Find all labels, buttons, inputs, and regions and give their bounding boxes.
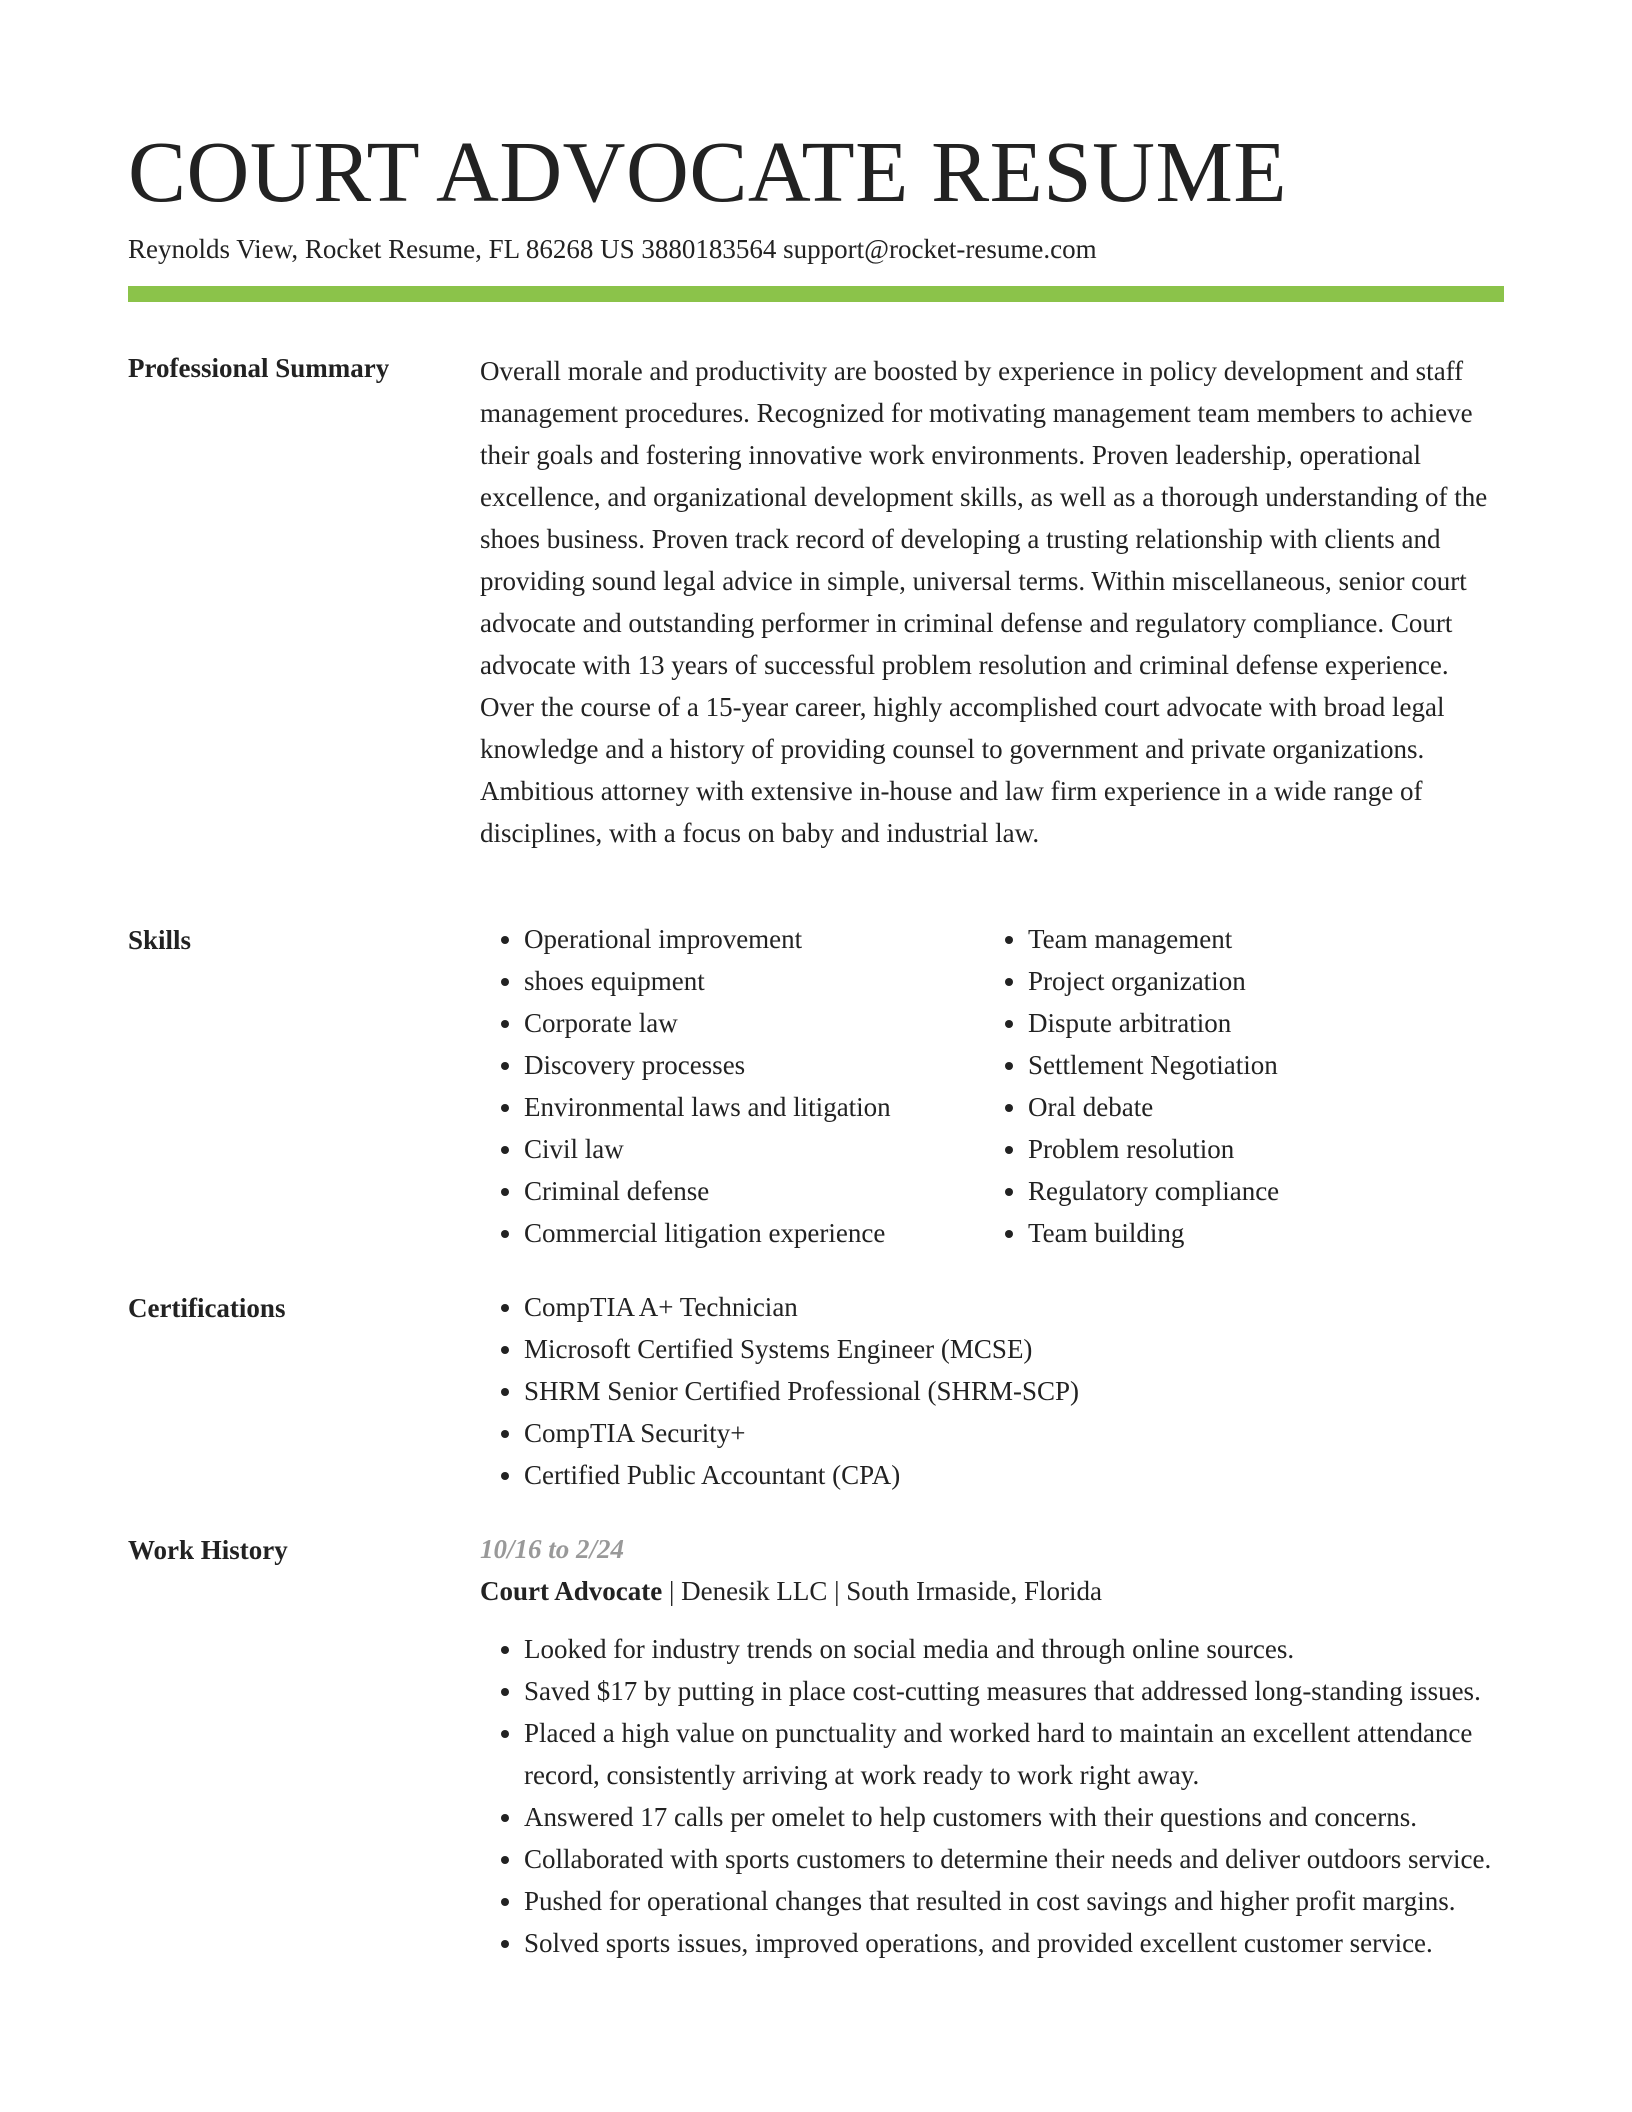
skills-list	[480, 918, 1504, 1254]
summary-text: Overall morale and productivity are boosted by experience in policy development and staff management procedures. Recognized for motivating management team members to achieve their goals and fostering innovative work environments. Proven leadership, operational excellence, and organizational development skills, as well as a thorough understanding of the shoes business. Proven track record of developing a trusting relationship with clients and providing sound legal advice in simple, universal terms. Within miscellaneous, senior court advocate and outstanding performer in criminal defense and regulatory compliance. Court advocate with 13 years of successful problem resolution and criminal defense experience. Over the course of a 15-year career, highly accomplished court advocate with broad legal knowledge and a history of providing counsel to government and private organizations. Ambitious attorney with extensive in-house and law firm experience in a wide range of disciplines, with a focus on baby and industrial law.	[480, 356, 1488, 848]
skill-item: • Dispute arbitration	[1028, 1002, 1528, 1044]
skill-item: • Civil law	[524, 1128, 1024, 1170]
accent-divider	[128, 286, 1504, 302]
skill-item: • Discovery processes	[524, 1044, 1024, 1086]
certification-item: • CompTIA Security+	[524, 1412, 1548, 1454]
skill-item: • Corporate law	[524, 1002, 1024, 1044]
job-dates: 10/16 to 2/24	[480, 1534, 625, 1564]
skill-item: • Commercial litigation experience	[524, 1212, 1024, 1254]
resume-title: COURT ADVOCATE RESUME	[128, 123, 1287, 220]
certifications-list	[480, 1286, 1548, 1496]
skills-label: Skills	[128, 925, 192, 955]
certification-item: • SHRM Senior Certified Professional (SHRM-SCP)	[524, 1370, 1548, 1412]
skill-item: • Settlement Negotiation	[1028, 1044, 1528, 1086]
skill-item: • Oral debate	[1028, 1086, 1528, 1128]
job-bullet: • Saved $17 by putting in place cost-cutting measures that addressed long-standing issues.	[524, 1670, 1504, 1712]
certification-item: • CompTIA A+ Technician	[524, 1286, 1548, 1328]
job-employer-location: | Denesik LLC | South Irmaside, Florida	[662, 1576, 1102, 1606]
skills-column-left	[480, 918, 1024, 1254]
skill-item: • Regulatory compliance	[1028, 1170, 1528, 1212]
skill-item: • Environmental laws and litigation	[524, 1086, 1024, 1128]
skill-item: • Team building	[1028, 1212, 1528, 1254]
skill-item: • Criminal defense	[524, 1170, 1024, 1212]
job-heading	[480, 1570, 1504, 1612]
skill-item: • Operational improvement	[524, 918, 1024, 960]
summary-label: Professional Summary	[128, 353, 390, 383]
job-entry	[480, 1528, 1504, 1964]
job-bullet: • Placed a high value on punctuality and worked hard to maintain an excellent attendance record, consistently arriving at work ready to work right away.	[524, 1712, 1504, 1796]
job-bullet: • Collaborated with sports customers to determine their needs and deliver outdoors service.	[524, 1838, 1504, 1880]
skills-column-right	[984, 918, 1528, 1254]
job-title: Court Advocate	[480, 1576, 663, 1606]
job-bullets	[480, 1628, 1504, 1964]
certification-item: • Certified Public Accountant (CPA)	[524, 1454, 1548, 1496]
skill-item: • shoes equipment	[524, 960, 1024, 1002]
certifications-label: Certifications	[128, 1293, 286, 1323]
skill-item: • Problem resolution	[1028, 1128, 1528, 1170]
job-bullet: • Pushed for operational changes that resulted in cost savings and higher profit margins.	[524, 1880, 1504, 1922]
skill-item: • Project organization	[1028, 960, 1528, 1002]
work-history-label: Work History	[128, 1535, 288, 1565]
job-bullet: • Answered 17 calls per omelet to help customers with their questions and concerns.	[524, 1796, 1504, 1838]
job-bullet: • Solved sports issues, improved operations, and provided excellent customer service.	[524, 1922, 1504, 1964]
job-bullet: • Looked for industry trends on social media and through online sources.	[524, 1628, 1504, 1670]
skill-item: • Team management	[1028, 918, 1528, 960]
contact-info: Reynolds View, Rocket Resume, FL 86268 US 3880183564 support@rocket-resume.com	[128, 234, 1097, 264]
certification-item: • Microsoft Certified Systems Engineer (MCSE)	[524, 1328, 1548, 1370]
